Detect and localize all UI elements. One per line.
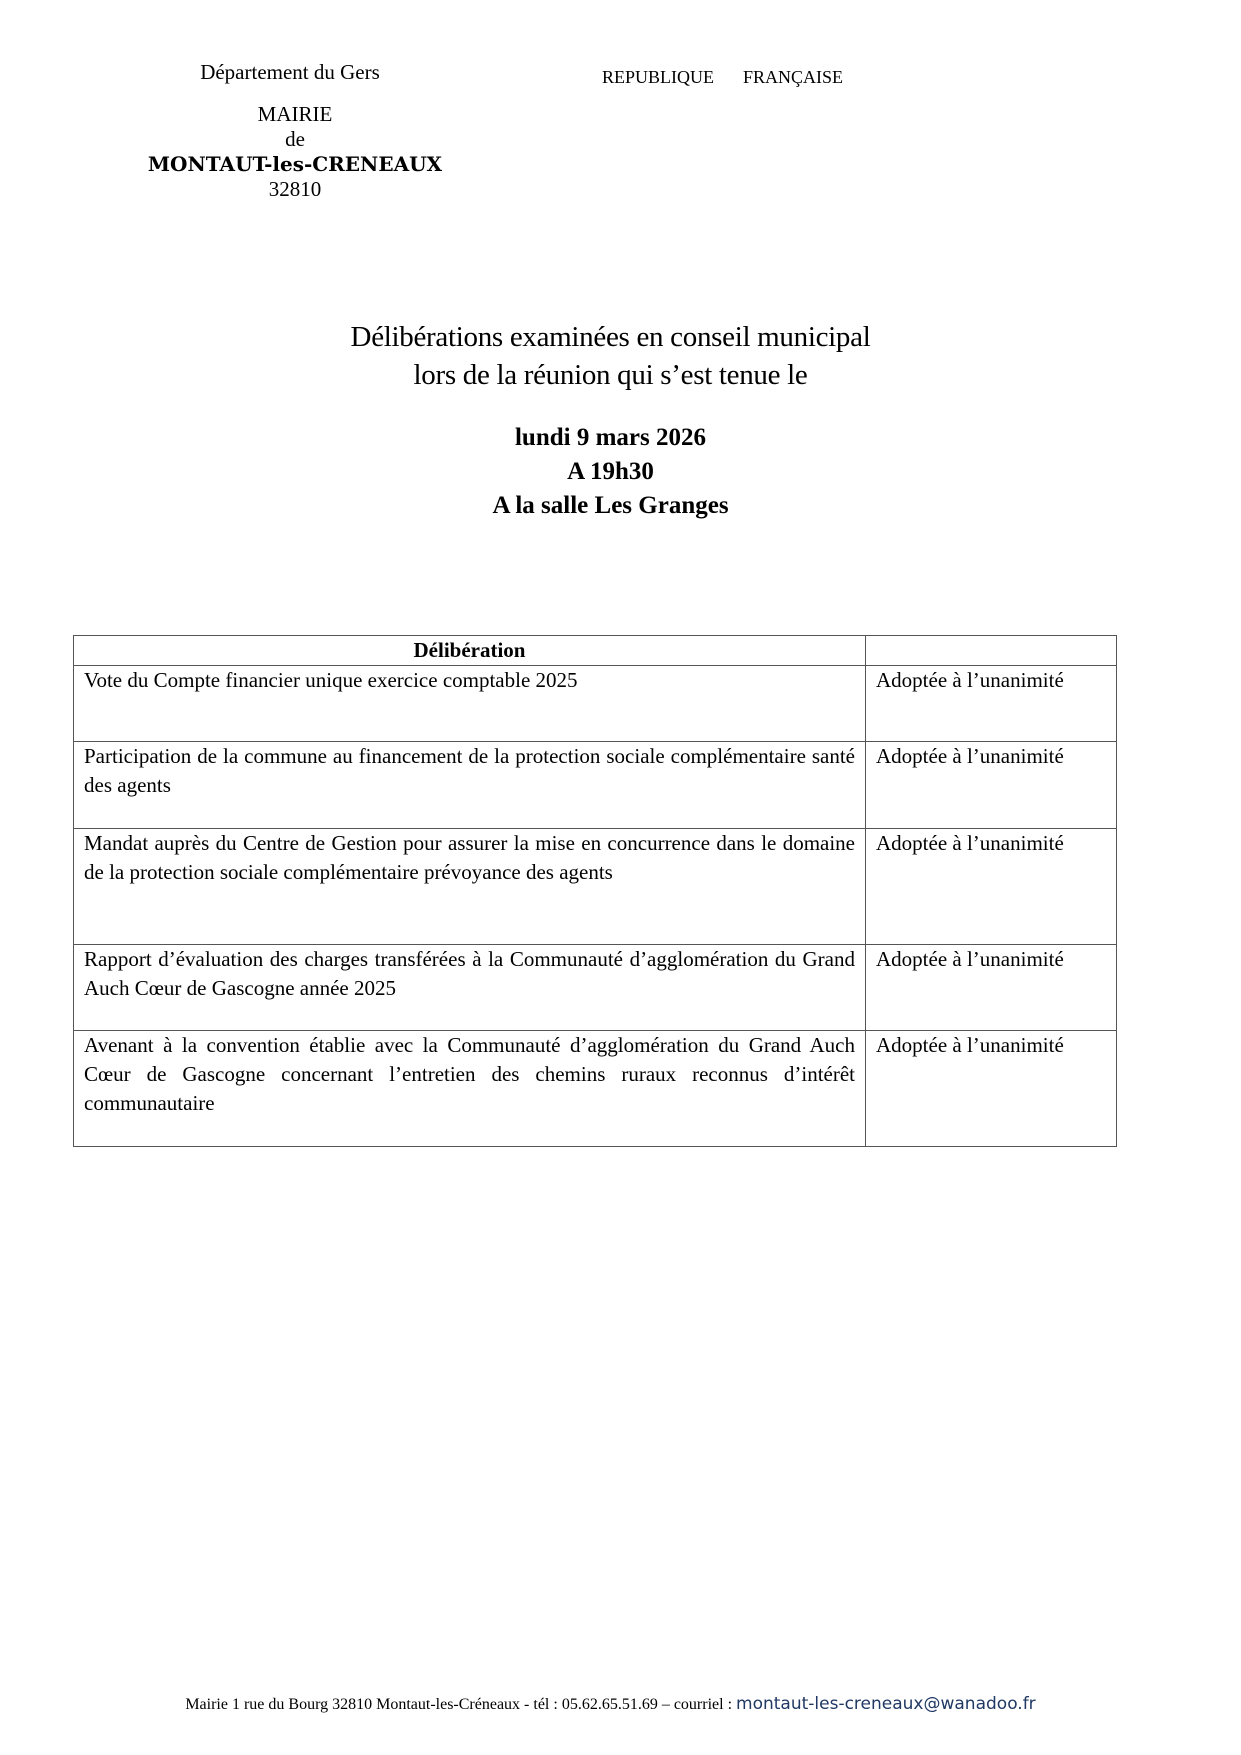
table-row xyxy=(74,945,1117,1031)
page-footer xyxy=(0,1693,1221,1716)
meeting-date: lundi 9 mars 2026 xyxy=(514,424,706,451)
footer-address: Mairie 1 rue du Bourg 32810 Montaut-les-Créneaux - tél : 05.62.65.51.69 – courriel : xyxy=(185,1696,733,1713)
footer-email-link[interactable]: montaut-les-creneaux@wanadoo.fr xyxy=(736,1694,1036,1714)
de-label: de xyxy=(285,127,305,151)
department-label: Département du Gers xyxy=(200,60,380,84)
deliberations-table xyxy=(73,635,1117,1147)
title-line-1: Délibérations examinées en conseil municipal xyxy=(350,321,871,353)
republic-header xyxy=(602,66,843,88)
table-row xyxy=(74,742,1117,829)
deliberation-subject: Avenant à la convention établie avec la Communauté d’agglomération du Grand Auch Cœur de Gascogne concernant l’entretien des chemins ruraux reconnus d’intérêt communautaire xyxy=(74,1031,866,1147)
republic-word: REPUBLIQUE xyxy=(602,67,714,87)
deliberation-subject: Vote du Compte financier unique exercice comptable 2025 xyxy=(74,666,866,742)
column-header-deliberation: Délibération xyxy=(74,636,866,666)
deliberation-subject: Mandat auprès du Centre de Gestion pour assurer la mise en concurrence dans le domaine de la protection sociale complémentaire prévoyance des agents xyxy=(74,829,866,945)
table-header-row xyxy=(74,636,1117,666)
commune-name: MONTAUT-les-CRENEAUX xyxy=(147,152,443,176)
table-row xyxy=(74,1031,1117,1147)
meeting-place: A la salle Les Granges xyxy=(492,492,729,519)
column-header-result xyxy=(866,636,1117,666)
document-title xyxy=(0,318,1221,394)
mairie-label: MAIRIE xyxy=(257,102,333,126)
table-row xyxy=(74,666,1117,742)
meeting-time: A 19h30 xyxy=(567,458,654,485)
francaise-word: FRANÇAISE xyxy=(743,67,844,87)
deliberation-result: Adoptée à l’unanimité xyxy=(866,945,1117,1031)
postcode: 32810 xyxy=(268,177,322,201)
meeting-details xyxy=(0,421,1221,523)
mairie-header-block xyxy=(100,60,490,202)
deliberation-subject: Participation de la commune au financement de la protection sociale complémentaire santé des agents xyxy=(74,742,866,829)
deliberation-result: Adoptée à l’unanimité xyxy=(866,742,1117,829)
title-line-2: lors de la réunion qui s’est tenue le xyxy=(413,359,808,391)
table-row xyxy=(74,829,1117,945)
deliberation-result: Adoptée à l’unanimité xyxy=(866,1031,1117,1147)
deliberation-result: Adoptée à l’unanimité xyxy=(866,666,1117,742)
deliberation-subject: Rapport d’évaluation des charges transférées à la Communauté d’agglomération du Grand Auch Cœur de Gascogne année 2025 xyxy=(74,945,866,1031)
deliberation-result: Adoptée à l’unanimité xyxy=(866,829,1117,945)
